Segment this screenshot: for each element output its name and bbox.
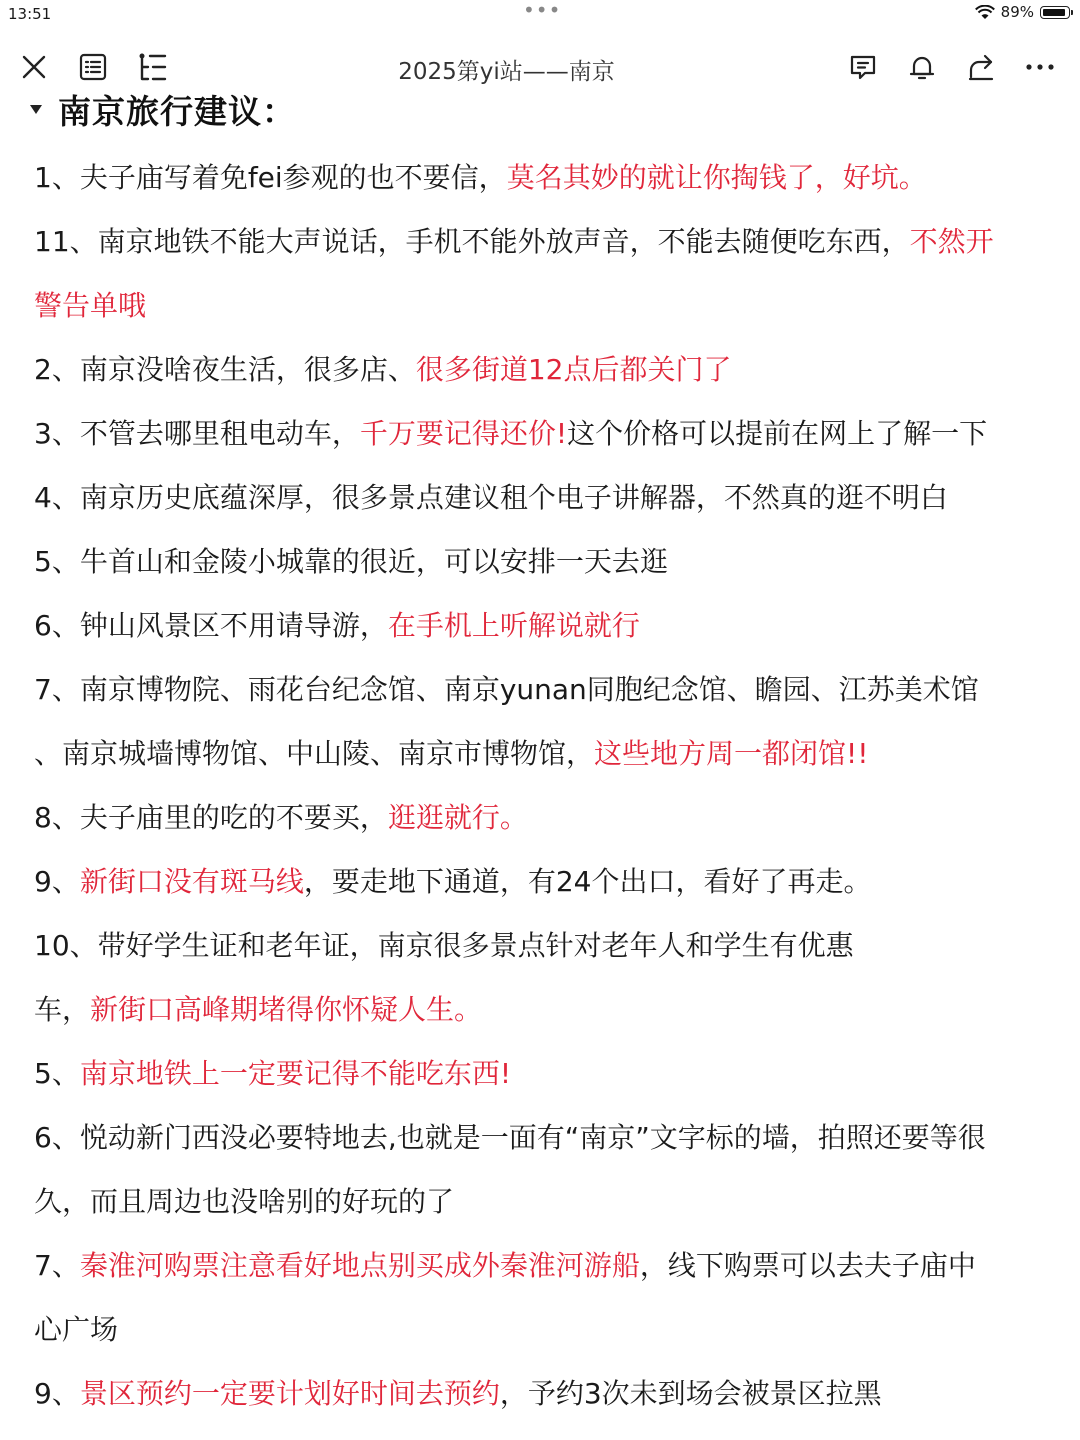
body-text: 车，	[34, 993, 91, 1026]
body-text: 2、南京没啥夜生活，很多店、	[34, 353, 416, 386]
body-text: 7、	[34, 1249, 80, 1282]
text-line	[34, 1362, 1064, 1426]
body-text: ，要走地下通道，有24个出口，看好了再走。	[303, 865, 872, 898]
multitask-dots-icon[interactable]: •••	[523, 0, 562, 22]
share-icon[interactable]	[964, 50, 998, 84]
text-line	[34, 722, 1064, 786]
body-text: 5、牛首山和金陵小城靠的很近，可以安排一天去逛	[34, 545, 668, 578]
body-text: 3、不管去哪里租电动车，	[34, 417, 360, 450]
body-text: ，予约3次未到场会被景区拉黑	[499, 1377, 882, 1410]
body-text: 心广场	[34, 1313, 119, 1346]
text-line	[34, 146, 1064, 210]
text-line	[34, 1042, 1064, 1106]
wifi-icon	[975, 5, 995, 20]
more-icon[interactable]	[1023, 50, 1057, 84]
body-text: ，线下购票可以去夫子庙中	[639, 1249, 976, 1282]
highlight-text: 千万要记得还价!	[359, 417, 568, 450]
highlight-text: 在手机上听解说就行	[387, 609, 640, 642]
body-text: 9、	[34, 1377, 80, 1410]
highlight-text: 这些地方周一都闭馆!!	[594, 737, 869, 770]
body-text: 10、带好学生证和老年证，南京很多景点针对老年人和学生有优惠	[34, 929, 854, 962]
body-text: 6、钟山风景区不用请导游，	[34, 609, 388, 642]
text-line	[34, 1170, 1064, 1234]
highlight-text: 很多街道12点后都关门了	[415, 353, 732, 386]
battery-percent: 89%	[1000, 3, 1034, 21]
body-text: 9、	[34, 865, 80, 898]
highlight-text: 景区预约一定要计划好时间去预约	[79, 1377, 500, 1410]
highlight-text: 秦淮河购票注意看好地点别买成外秦淮河游船	[79, 1249, 640, 1282]
body-text: 6、悦动新门西没必要特地去,也就是一面有“南京”文字标的墙，拍照还要等很	[34, 1121, 986, 1154]
section-heading	[30, 86, 296, 133]
text-line	[34, 1298, 1064, 1362]
bell-icon[interactable]	[905, 50, 939, 84]
status-bar	[0, 0, 1080, 30]
text-line	[34, 594, 1064, 658]
text-line	[34, 978, 1064, 1042]
highlight-text: 逛逛就行。	[387, 801, 528, 834]
document-title: 2025第yi站——南京	[398, 59, 615, 85]
body-text: 8、夫子庙里的吃的不要买，	[34, 801, 388, 834]
highlight-text: 新街口高峰期堵得你怀疑人生。	[90, 993, 483, 1026]
heading-title: 南京旅行建议：	[58, 92, 296, 131]
body-text: 、南京城墙博物馆、中山陵、南京市博物馆，	[34, 737, 595, 770]
text-line	[34, 658, 1064, 722]
body-text: 4、南京历史底蕴深厚，很多景点建议租个电子讲解器，不然真的逛不明白	[34, 481, 948, 514]
text-line	[34, 338, 1064, 402]
comment-icon[interactable]	[846, 50, 880, 84]
text-line	[34, 1234, 1064, 1298]
body-text: 久，而且周边也没啥别的好玩的了	[34, 1185, 455, 1218]
text-line	[34, 210, 1064, 274]
text-line	[34, 402, 1064, 466]
text-line	[34, 466, 1064, 530]
text-line	[34, 530, 1064, 594]
highlight-text: 莫名其妙的就让你掏钱了，好坑。	[506, 161, 927, 194]
body-text: 1、夫子庙写着免fei参观的也不要信，	[34, 161, 507, 194]
body-text: 11、南京地铁不能大声说话，手机不能外放声音，不能去随便吃东西，	[34, 225, 910, 258]
text-line	[34, 914, 1064, 978]
document-body	[34, 146, 1064, 1426]
highlight-text: 警告单哦	[34, 289, 147, 322]
status-time: 13:51	[8, 5, 52, 23]
body-text: 5、	[34, 1057, 80, 1090]
text-line	[34, 786, 1064, 850]
text-line	[34, 850, 1064, 914]
body-text: 这个价格可以提前在网上了解一下	[567, 417, 988, 450]
highlight-text: 南京地铁上一定要记得不能吃东西!	[79, 1057, 512, 1090]
highlight-text: 不然开	[909, 225, 994, 258]
highlight-text: 新街口没有斑马线	[79, 865, 304, 898]
text-line	[34, 1106, 1064, 1170]
body-text: 7、南京博物院、雨花台纪念馆、南京yunan同胞纪念馆、瞻园、江苏美术馆	[34, 673, 979, 706]
collapse-toggle-icon[interactable]	[30, 105, 42, 114]
battery-icon	[1040, 6, 1070, 19]
text-line	[34, 274, 1064, 338]
status-right	[975, 3, 1070, 21]
